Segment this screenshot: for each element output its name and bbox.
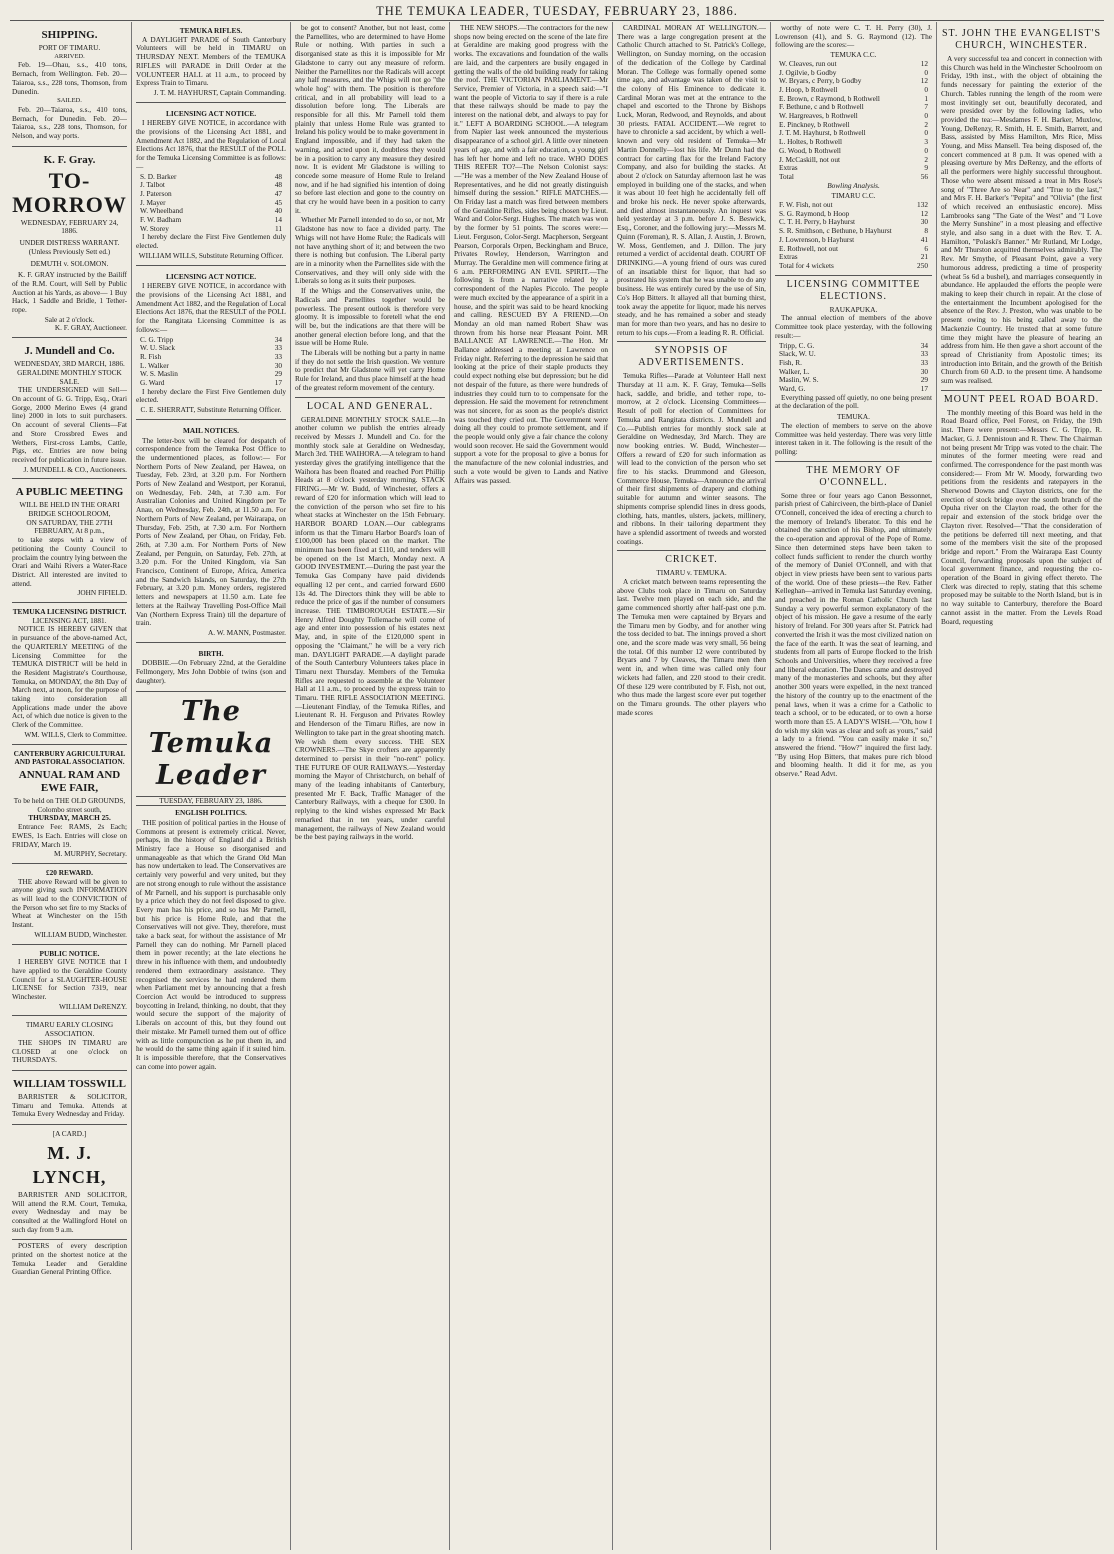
rifles-heading: TEMUKA RIFLES. [179, 26, 243, 35]
birth-text: DOBBIE.—On February 22nd, at the Geraldine Fellmongery, Mrs John Dobbie of twins (son and daughter). [136, 658, 286, 685]
ram-heading: ANNUAL RAM AND EWE FAIR, [18, 769, 121, 794]
lic1-tail: I hereby declare the First Five Gentlemen duly elected. [136, 232, 286, 251]
result-value: 29 [274, 369, 282, 379]
result-value: 3 [924, 137, 928, 147]
result-name: J. Talbot [140, 180, 165, 190]
politics-continued-2: Whether Mr Parnell intended to do so, or not, Mr Gladstone has now to face a divided party. The Whigs will not have Home Rule; the Radicals will not have anything short of it; and between the two there is nothing but confusion. The Liberal party are in a minority when the Parnellites side with the Conservatives, and they will only side with the Liberals so long as it suits their purposes. [295, 215, 445, 286]
licensing-notice-rangitata [136, 268, 286, 420]
result-name: S. R. Smithson, c Bethune, b Hayhurst [779, 226, 892, 236]
gray-auction-ad [12, 149, 127, 338]
birth-heading: BIRTH. [198, 648, 224, 658]
cricket-text: A cricket match between teams representing the above Clubs took place in Timaru on Saturday last. Twelve men played on each side, and the game commenced shortly after half-past one p.m. The Temuka men were captained by Bryars and the Timaru men by Godby, and for another wing the toss decided to bat. The innings proved a short one, and the score made was very small, 56 being the total. Of this number 12 were contributed by Bryars and 7 by Cleaves, the Timaru men then went in, and when time was called only four wickets had fallen, and 220 stood to their credit. Of these 129 were contributed by F. Fish, not out, who thus made the largest score ever put together on the Timaru grounds. The other players who made scores [617, 577, 766, 717]
result-value: 7 [924, 102, 928, 112]
column-1 [12, 24, 127, 1548]
lic2-text: I HEREBY GIVE NOTICE, in accordance with the provisions of the Licensing Act 1881, and Amendment Act 1882, and the Regulation of Local Elections Act 1876, that the RESULT of the POLL for the Rangitata Licensing Committee is as follows:— [136, 281, 286, 334]
birth-notice [136, 645, 286, 692]
result-name: W. Cleaves, run out [779, 58, 837, 68]
meeting-sub: WILL BE HELD IN THE ORARI BRIDGE SCHOOLROOM, [19, 500, 120, 519]
ram-fair-ad [12, 747, 127, 864]
tomorrow-heading: TO-MORROW [12, 167, 127, 217]
mail-heading: MAIL NOTICES. [183, 425, 239, 435]
lynch-text: BARRISTER AND SOLICITOR, Will attend the R.M. Court, Temuka, every Wednesday and may be consulted at the Wallingford Hotel on such day from 9 a.m. [12, 1189, 127, 1234]
result-value: 47 [274, 188, 282, 198]
result-value: 0 [924, 145, 928, 155]
cricket-heading: CRICKET. [617, 550, 766, 566]
result-value: 6 [924, 243, 928, 253]
lic2-signature: C. E. SHERRATT, Substitute Returning Officer. [140, 405, 282, 415]
lynch-heading: M. J. LYNCH, [32, 1142, 107, 1187]
timaru-scores [775, 201, 932, 271]
result-value: 250 [917, 260, 928, 270]
result-value: 9 [924, 163, 928, 173]
notice-heading: PUBLIC NOTICE. [39, 948, 100, 958]
result-name: E. Rothwell, not out [779, 243, 838, 253]
column-divider [612, 22, 613, 1550]
gray-heading: K. F. Gray. [43, 153, 96, 166]
column-2 [136, 24, 286, 1548]
result-name: J. Lowrenson, b Hayhurst [779, 234, 855, 244]
politics-heading: ENGLISH POLITICS. [175, 808, 247, 818]
gray-signature: K. F. GRAY, Auctioneer. [54, 323, 127, 333]
result-name: C. G. Tripp [140, 334, 174, 344]
arrived-label: ARRIVED. [54, 52, 85, 60]
raukapuka-heading: RAUKAPUKA. [829, 304, 878, 314]
result-row [775, 156, 932, 165]
shipping-heading: SHIPPING. [41, 29, 98, 41]
result-value: 17 [920, 384, 928, 394]
result-value: 33 [920, 349, 928, 359]
result-name: J. Ogilvie, b Godby [779, 67, 837, 77]
mundell-ad [12, 340, 127, 479]
rifles-text: A DAYLIGHT PARADE of South Canterbury Volunteers will be held in TIMARU on THURSDAY NEXT. Members of the TEMUKA RIFLES will PARADE in Drill Order at the VOLUNTEER HALL at 11 a.m., to proceed by Express Train to Timaru. [136, 34, 286, 88]
news-items: CARDINAL MORAN AT WELLINGTON.—There was a large congregation present at the Catholic Church attached to St. Patrick's College, Wellington, on Sunday morning, on the occasion of the dedication of the College by Cardinal Moran. The College was formally opened some time ago, and advantage was taken of the visit to the colony of His Eminence to dedicate it. Cardinal Moran was met at the entrance to the chapel and escorted to the Throne by Bishops Luck, Moran, Redwood, and Reynolds, and about 30 priests. FATAL ACCIDENT.—We regret to have to chronicle a sad accident, by which a well-known and very old resident of Temuka—Mr Martin Donnelly—lost his life. Mr Dunn had the contract for carting flax for the Ireland Factory Company, and also for building the stacks. At about 2 o'clock on Saturday afternoon last he was employed in building one of the stacks, and when it was about 10 feet high he accidentally fell off and broke his neck. He never spoke afterwards, and died almost instantaneously. An inquest was held yesterday at 3 p.m. before J. S. Beswick, Esq., Coroner, and the following jury:—Messrs M. Quinn (Foreman), R. S. Allan, J. Austin, J. Brown, W. Moss, Gentlemen, and J. Dillon. The jury returned a verdict of accidental death. COURT OF DRINKING.—A young friend of ours was cured of an insatiable thirst for liquor, that had so prostrated his system that he was unable to do any business. He was entirely cured by the use of Sin, Co's Hop Bitters. It allayed all that burning thirst, took away the appetite for liquor, made his nerves steady, and he has remained a sober and steady man for more than two years, and has no desire to return to his cups.—From a leading R. R. Official. [617, 24, 766, 337]
lic2-results [136, 336, 286, 388]
meeting-heading: A PUBLIC MEETING [15, 486, 124, 499]
sailed-label: SAILED. [57, 97, 82, 105]
result-value: 2 [924, 154, 928, 164]
raukapuka-tail: Everything passed off quietly, no one being present at the declaration of the poll. [775, 392, 932, 411]
column-divider [449, 22, 450, 1550]
lic1-results [136, 173, 286, 234]
result-value: 40 [274, 206, 282, 216]
result-name: Ward, G. [779, 384, 806, 394]
result-value: 21 [920, 252, 928, 262]
arrived-text: Feb. 19—Ohau, s.s., 410 tons, Bernach, from Wellington. Feb. 20—Taiaroa, s.s., 228 tons, Thomson, from Dunedin. [12, 60, 127, 96]
mundell-signature: J. MUNDELL & CO., Auctioneers. [23, 464, 127, 474]
local-general-heading: LOCAL AND GENERAL. [295, 397, 445, 413]
licensing-heading: TEMUKA LICENSING DISTRICT. [12, 607, 127, 617]
temuka-election-text: The election of members to serve on the above Committee was held yesterday. There was very little interest taken in it. The following is the result of the polling: [775, 420, 932, 456]
tosswill-heading: WILLIAM TOSSWILL [13, 1077, 126, 1090]
lynch-card-label: [A CARD.] [52, 1129, 87, 1139]
result-name: Extras [779, 163, 798, 173]
result-value: 12 [920, 208, 928, 218]
public-meeting-ad [12, 481, 127, 603]
result-name: E. Pinckney, b Rothwell [779, 119, 850, 129]
masthead-rule [10, 20, 1104, 21]
lic2-heading: LICENSING ACT NOTICE. [165, 271, 257, 281]
politics-text: THE position of political parties in the House of Commons at present is extremely critical. Never, perhaps, in the history of England did a British Ministry face a House so disorganised and unmanageable as that which the Grand Old Man has now undertaken to lead. The Conservatives are certainly very powerful and very united, but they are not strong enough to rule without the assistance of Mr Parnell, and his support is purchasable only by a price which they do not feel disposed to give. Every man has his price, and so has Mr Parnell, but his price is Home Rule, and that the Conservatives will not give. They, therefore, must take a back seat, for without the assistance of Mr Parnell they can do nothing. Mr Parnell placed them in power recently; at the late elections he threw in his influence with them, and undoubtedly rendered them extraordinary assistance. They recognised the services he had rendered them when Parliament met by announcing that a fresh Coercion Act would be introduced to suppress boycotting in Ireland, thinking, no doubt, that they would secure the support of the majority of Liberals on account of this, but they found out their mistake. Mr Parnell turned them out of office with as little compunction as he put them in, and he would do the same thing again if it suited him. It is impossible therefore, that the Conservatives can come into power again. [136, 817, 286, 1071]
result-name: Total [779, 171, 794, 181]
result-name: Slack, W. U. [779, 349, 816, 359]
raukapuka-results [775, 342, 932, 394]
raukapuka-text: The annual election of members of the above Committee took place yesterday, with the following result:— [775, 313, 932, 340]
timaru-cc-heading: TIMARU C.C. [831, 191, 876, 201]
tosswill-text: BARRISTER & SOLICITOR, Timaru and Temuka. Attends at Temuka Every Wednesday and Friday. [12, 1091, 127, 1119]
licensing-signature: WM. WILLS, Clerk to Committee. [24, 729, 127, 739]
result-name: G. Wood, b Rothwell [779, 145, 841, 155]
result-name: Maslin, W. S. [779, 375, 819, 385]
result-value: 0 [924, 128, 928, 138]
reward-text: THE above Reward will be given to anyone giving such INFORMATION as will lead to the CONVICTION of the Person who set fire to my Stacks of Wheat at Winchester on the 15th Instant. [12, 876, 127, 930]
licensing-elections-heading: LICENSING COMMITTEE ELECTIONS. [775, 275, 932, 303]
lic2-tail: I hereby declare the First Five Gentlemen duly elected. [136, 386, 286, 405]
column-7 [941, 24, 1102, 1548]
result-name: F. Bethune, c and b Rothwell [779, 102, 864, 112]
lynch-ad [12, 1127, 127, 1240]
oconnell-text: Some three or four years ago Canon Bessonnet, parish priest of Cahirciveen, the birth-place of Daniel O'Connell, conceived the idea of erecting a church to the memory of Ireland's liberator. To this end he obtained the sanction of his Bishop, and ultimately the co-operation and approval of the Pope of Rome. Since then determined steps have been taken to collect funds sufficient to render the church worthy of the memory of Daniel O'Connell, and with that object in view priests have been sent to various parts of the world. One of these priests—the Rev. Father Kelleghan—arrived in Temuka last Saturday evening, and preached in the Roman Catholic Church last Sunday a very powerful sermon explanatory of the object of his mission. He gave a resume of the early history of Ireland. For 300 years after St. Patrick had converted the Irish it was the most civilized nation on the face of the earth. It was the seat of learning, and students from all parts of Europe flocked to the Irish Schools and Universities, where they received a free and liberal education. The Danes came and destroyed many of the monasteries and schools, but they after another 300 years were expelled, in the next tranced the history of the country up to the enactment of the penal laws, when it was a crime for a Catholic to teach a school, or to be educated, or to own a horse worth more than £5. A LADY'S WISH.—"Oh, how I do wish my skin was as clear and soft as yours," said a lady to a friend. "You can easily make it so," answered the friend. "How?" inquired the first lady. "By using Hop Bitters, that makes pure rich blood and blooming health. It did it for me, as you observe." Read Advt. [775, 490, 932, 779]
result-name: F. W. Fish, not out [779, 200, 833, 210]
result-value: 56 [920, 171, 928, 181]
result-value: 12 [920, 58, 928, 68]
result-value: 34 [274, 334, 282, 344]
column-divider [936, 22, 937, 1550]
meeting-signature: JOHN FIFIELD. [77, 588, 127, 598]
local-general-text: GERALDINE MONTHLY STOCK SALE.—In another column we publish the entries already received by Messrs J. Mundell and Co. for the monthly stock sale at Geraldine on Wednesday, March 3rd. THE WAIHORA.—A telegram to hand yesterday gives the gratifying intelligence that the Waihora has been floated and reached Port Phillip Heads at 8 o'clock yesterday morning. STACK FIRING.—Mr W. Budd, of Winchester, offers a reward of £20 for information which will lead to the conviction of the person who set fire to his wheat stacks at Winchester on the 15th February. HARBOR BOARD LOAN.—Our cablegrams inform us that the Timaru Harbor Board's loan of £100,000 has been placed on the market. The minimum has been fixed at £110, and tenders will be opened on the 1st March, Monday next. A GOOD INVESTMENT.—During the past year the Temuka Gas Company have paid dividends equalling 12 per cent., and carried forward £600 13s 4d. The Directors think they will be able to reduce the price of gas if the number of consumers increase. THE TIMBOROUGH ESTATE.—Sir Henry Alfred Doughty Tollemache will come of age and enter into possession of his estates next May, and, in spite of the £120,000 spent in opposing the "Claimant," he will be a very rich man. DAYLIGHT PARADE.—A daylight parade of the South Canterbury Volunteers takes place in Timaru next Thursday. Members of the Temuka Rifles are requested to assemble at the Volunteer Hall at 11 a.m., to proceed by the express train to Timaru. THE RIFLE ASSOCIATION MEETING.—Lieutenant Findlay, of the Temuka Rifles, and Lieutenant R. H. Ferguson and Privates Rowley and Henderson of the Timaru Rifles, are now in Wellington to take part in the great shooting match. We wish them every success. THE SEX CROWNERS.—The Skye crofters are apparently determined to persist in their "no-rent" policy. THE FUTURE OF OUR RAILWAYS.—Yesterday morning the Mayor of Christchurch, on behalf of many of the leading inhabitants of Canterbury, presented Mr F. Back, Traffic Manager of the Canterbury Railways, with a cheque for £300. In replying to the kind wishes expressed Mr Back remarked that in ten years, under careful management, the railways of New Zealand would be the best paying railways in the world. [295, 414, 445, 842]
oconnell-heading: THE MEMORY OF O'CONNELL. [775, 461, 932, 489]
gray-sale-time: Sale at 2 o'clock. [44, 314, 95, 324]
church-heading: ST. JOHN THE EVANGELIST'S CHURCH, WINCHESTER. [941, 28, 1102, 51]
notice-text: I HEREBY GIVE NOTICE that I have applied to the Geraldine County Council for a SLAUGHTER-HOUSE LICENSE for Section 7319, near Winchester. [12, 957, 127, 1002]
tosswill-ad [12, 1073, 127, 1125]
ram-date: THURSDAY, MARCH 25. [28, 813, 111, 823]
shipping-ad [12, 24, 127, 147]
column-3 [295, 24, 445, 1548]
column-divider [290, 22, 291, 1550]
result-name: W. Wheelband [140, 206, 183, 216]
cricket-continued: worthy of note were C. T. H. Perry (30), J. Lowrenson (41), and S. G. Raymond (12). The following are the scores:— [775, 24, 932, 50]
lic1-signature: WILLIAM WILLS, Substitute Returning Officer. [138, 250, 284, 260]
reward-ad [12, 866, 127, 945]
result-name: E. Brown, c Raymond, b Rothwell [779, 93, 880, 103]
result-name: L. Walker [140, 360, 169, 370]
ram-signature: M. MURPHY, Secretary. [54, 849, 127, 859]
cricket-subheading: TIMARU v. TEMUKA. [656, 568, 727, 578]
result-name: W. Hargreaves, b Rothwell [779, 111, 858, 121]
result-name: Total for 4 wickets [779, 260, 834, 270]
result-value: 48 [274, 180, 282, 190]
result-name: W. Storey [140, 223, 169, 233]
result-name: Extras [779, 252, 798, 262]
result-value: 45 [274, 197, 282, 207]
church-text: A very successful tea and concert in connection with this Church was held in the Winchester Schoolroom on Friday, 19th inst., with the object of obtaining the funds necessary for painting the exterior of the Church. Tables running the length of the room were most invitingly set out, beautifully decorated, and were presided over by the following ladies, who provided the tea:—Mesdames F. H. Barker, Muxlow, Young, DeRenzy, R. Smith, H. E. Smith, Barrett, and Bass, assisted by Miss Hamilton, Mrs Rice, Miss Young, and Miss Mansell. Tea being disposed of, the concert commenced at 8 p.m. It was opened with a pleasing overture by Mrs DeRenzy, and the efforts of all the performers were highly successful throughout. Those who were absent missed a treat in Mrs Rose's song of "Three Are so Near" and "True to the last," and Mrs F. H. Barker's "Pepita" and "Olivia" (the first of which received an enthusiastic encore). Miss Lambrooks sang "The Gate of the West" and "I Love the Merry Sunshine" in a most pleasing and effective style, and also sang in a duet with the Rev. T. A. Hamilton, "Polaski's Banner." Mr Rutland, Mr Lodge, and Mr Thurston acquitted themselves admirably. The Rev. Mr Smythe, of Pleasant Point, gave a very humorous address, predicting a time of prosperity (wheat 5s 6d a bushel), and marriages consequently in abundance. He applauded the efforts the people were making to keep their church in repair. At the close of the entertainment the Incumbent apologised for the absence of the Rev. J. Preston, who was unable to be present owing to his being called away to the Mackenzie Country. He trusted that at some future time they might have the pleasure of hearing an address from him. He then gave a short account of the spread of Christianity from Apostolic times; its introduction into Britain, and the growth of the British Church from 60 A.D. to the present time. A handsome sum was realised. [941, 54, 1102, 386]
licensing-text: NOTICE IS HEREBY GIVEN that in pursuance of the above-named Act, the QUARTERLY MEETING of the Licensing Committee for the TEMUKA DISTRICT will be held in the Resident Magistrate's Courthouse, Temuka, on MONDAY, the 8th Day of March next, at noon, for the purpose of taking into consideration all Applications made under the above Act, of which due notice is given to the Clerk of the Committee. [12, 624, 127, 730]
result-name: J. Hoop, b Rothwell [779, 84, 838, 94]
road-board-heading: MOUNT PEEL ROAD BOARD. [941, 390, 1102, 406]
result-value: 0 [924, 67, 928, 77]
result-value: 33 [274, 351, 282, 361]
column-divider [770, 22, 771, 1550]
ram-place: Colombo street south, [37, 804, 102, 814]
result-name: G. Ward [140, 378, 165, 388]
result-value: 0 [924, 84, 928, 94]
sailed-text: Feb. 20—Taiaroa, s.s., 410 tons, Bernach, for Dunedin. Feb. 20—Taiaroa, s.s., 228 tons, Thomson, for Nelson, and way ports. [12, 104, 127, 141]
synopsis-heading: SYNOPSIS OF ADVERTISEMENTS. [617, 341, 766, 369]
local-general-continued: THE NEW SHOPS.—The contractors for the new shops now being erected on the scene of the late fire at Geraldine are making good progress with the works. The excavations and foundation of the walls are laid, and the carpenters are busily engaged in getting the walls of the old building ready for taking the roof. THE VICTORIAN PARLIAMENT.—Mr Service, Premier of Victoria, in a speech said:—"I want the people of Victoria to say if there is a rule that these railways should be made to pay the interest on the national debt, and always to pay for it." LEFT A BOARDING SCHOOL.—A telegram from Napier last week announced the mysterious disappearance of a school girl. A little over nineteen years of age, and with a fair education, a young girl has left her home and left no trace. WHO DOES THIS REFER TO?—The Nelson Colonist says:—"He was a member of the New Zealand House of Representatives, and he did not greatly distinguish himself during the session." RIFLE MATCHES.—On Friday last a match was fired between members of the Geraldine Rifles, sides being chosen by Lieut. Ward and Color-Sergt. Hughes. The match was won by the former by 51 points. The scores were:— Lieut. Ferguson, Color-Sergt. Macpherson, Sergeant Pearson, Corporals Orpen, Beckingham and Bruce, Privates Rowley, Henderson, Warrington and Murray. The Geraldine men will commence firing at 6 a.m. PERFORMING AN EVIL SPIRIT.—The following is from a narrative related by a correspondent of the Naples Piccolo. The people were much excited by the appearance of a spirit in a house, and the spirit was said to be heard knocking and calling. RESCUED BY A FRIEND.—On Monday an old man named Robert Shaw was thrown from his horse near Pleasant Point. MR BALLANCE AT LAWRENCE.—The Hon. Mr Ballance addressed a meeting at Lawrence on Friday night. Referring to the depression he said that looking at the price of their staple products they could expect nothing else but depression; but he did not despair of the future, as there were hundreds of industries they could turn to to compensate for the depression. He said the movement for retrenchment was not sincere, for as soon as the people's district was touched they cried out. The Government were doing all they could to promote settlement, and if the people would only give a fair chance the colony would soon recover. He said the Government would support a vote for the proposal to give a bonus for the manufacture of the new colonial industries, and such a vote would be given to Lands and Native Affairs was passed. [454, 24, 608, 485]
licensing-district-ad [12, 605, 127, 745]
result-value: 11 [274, 223, 282, 233]
result-value: 2 [924, 119, 928, 129]
closing-text: THE SHOPS IN TIMARU are CLOSED at one o'clock on THURSDAYS. [12, 1037, 127, 1065]
pastoral-heading: CANTERBURY AGRICULTURAL AND PASTORAL ASSOCIATION. [13, 748, 126, 767]
posters-text: POSTERS of every description printed on the shortest notice at the Temuka Leader and Geraldine Guardian General Printing Office. [12, 1241, 127, 1277]
column-4 [454, 24, 608, 1548]
result-name: F. W. Badham [140, 215, 182, 225]
result-value: 33 [274, 343, 282, 353]
reward-signature: WILLIAM BUDD, Winchester. [34, 929, 127, 939]
result-value: 1 [924, 93, 928, 103]
shipping-subheading: PORT OF TIMARU. [38, 43, 101, 52]
gray-text: K. F. GRAY instructed by the Bailiff of the R.M. Court, will Sell by Public Auction at his Yards, as above— 1 Buy Hack, 1 Saddle and Bridle, 1 Tether-rope. [12, 270, 127, 315]
column-divider [131, 22, 132, 1550]
result-row [775, 245, 932, 254]
result-value: 30 [920, 366, 928, 376]
rifles-signature: J. T. M. HAYHURST, Captain Commanding. [153, 87, 286, 97]
mail-notices [136, 422, 286, 643]
result-row [775, 164, 932, 173]
paper-title: The Temuka Leader [148, 695, 274, 791]
public-notice-ad [12, 947, 127, 1017]
case-parties: DEMUTH v. SOLOMON. [30, 258, 109, 268]
mundell-heading: J. Mundell and Co. [24, 345, 115, 358]
result-value: 8 [924, 226, 928, 236]
result-value: 14 [274, 215, 282, 225]
result-value: 41 [920, 234, 928, 244]
masthead: THE TEMUKA LEADER, TUESDAY, FEBRUARY 23, 1886. [376, 4, 738, 18]
tomorrow-date: WEDNESDAY, FEBRUARY 24, 1886. [20, 217, 119, 236]
politics-continued-3: If the Whigs and the Conservatives unite, the Radicals and Parnellites together would be powerless. The present outlook is therefore very gloomy. It is impossible to foretell what the end will be, but the indications are that there will be another general election before long, and that the issue will be Home Rule. [295, 286, 445, 348]
result-name: S. D. Barker [140, 171, 177, 181]
result-value: 17 [274, 378, 282, 388]
result-value: 12 [920, 76, 928, 86]
temuka-scores [775, 60, 932, 182]
mundell-title: GERALDINE MONTHLY STOCK SALE. [17, 367, 122, 386]
ram-sub: To be held on THE OLD GROUNDS, [13, 796, 126, 805]
result-name: C. T. H. Perry, b Hayhurst [779, 217, 856, 227]
result-name: J. McCaskill, not out [779, 154, 841, 164]
result-name: S. G. Raymond, b Hoop [779, 208, 850, 218]
result-value: 132 [917, 200, 928, 210]
result-name: L. Holtes, b Rothwell [779, 137, 843, 147]
meeting-text: to take steps with a view of petitioning the County Council to proclaim the country lying between the Orari and Waihi Rivers a Water-Race District. All interested are invited to attend. [12, 535, 127, 588]
reward-heading: £20 REWARD. [45, 867, 94, 877]
result-row [775, 262, 932, 271]
early-closing-ad [12, 1018, 127, 1071]
paper-date: TUESDAY, FEBRUARY 23, 1886. [136, 796, 286, 807]
mail-signature: A. W. MANN, Postmaster. [207, 628, 286, 637]
result-name: W. Bryars, c Perry, b Godby [779, 76, 862, 86]
result-name: Walker, L. [779, 366, 810, 376]
warrant-heading: UNDER DISTRESS WARRANT. [19, 238, 120, 248]
meeting-date: ON SATURDAY, THE 27TH FEBRUARY, At 8 p.m., [26, 517, 113, 536]
lic1-text: I HEREBY GIVE NOTICE, in accordance with the provisions of the Licensing Act 1881, and Amendment Act 1882, and the Regulation of Local Elections Act 1876, that the RESULT of the POLL for the Temuka Licensing Committee is as follows:— [136, 118, 286, 171]
result-name: J. Paterson [140, 188, 172, 198]
lic1-heading: LICENSING ACT NOTICE. [165, 108, 257, 118]
result-value: 34 [920, 340, 928, 350]
warrant-sub: (Unless Previously Sett ed.) [28, 246, 111, 256]
result-value: 29 [920, 375, 928, 385]
licensing-notice-temuka [136, 105, 286, 266]
result-value: 30 [920, 217, 928, 227]
column-5 [617, 24, 766, 1548]
result-name: Fish, R. [779, 357, 802, 367]
result-name: W. U. Slack [140, 343, 175, 353]
result-value: 30 [274, 360, 282, 370]
bowling-heading: Bowling Analysis. [827, 180, 880, 190]
synopsis-text: Temuka Rifles—Parade at Volunteer Hall next Thursday at 11 a.m. K. F. Gray, Temuka—Sells hack, saddle, and bridle, and tether rope, to-morrow, at 2 o'clock. Licensing Committees—Result of poll for election of Committees for Temuka and Rangitata districts. J. Mundell and Co.—Publish entries for monthly stock sale at Geraldine on Wednesday, 3rd March. They are now booking entries. W. Budd, Winchester—Offers a reward of £20 for such information as will lead to the conviction of the person who set fire to his stacks. Drummond and Gleeson, Commerce House, Temuka—Announce the arrival of their first shipments of drapery and clothing suitable for autumn and winter seasons. The shipments comprise splendid lines in dress goods, clothing, hats, mantles, ulsters, jackets, millinery, and ribbons. In their tailoring department they have a splendid assortment of tweeds and worsted coatings. [617, 371, 766, 546]
result-name: J. Mayer [140, 197, 166, 207]
result-value: 0 [924, 111, 928, 121]
ram-text: Entrance Fee: RAMS, 2s Each; EWES, 1s Each. Entries will close on FRIDAY, March 19. [12, 822, 127, 849]
temuka-election-heading: TEMUKA. [836, 412, 871, 422]
result-value: 33 [920, 357, 928, 367]
mundell-text: THE UNDERSIGNED will Sell—On account of G. G. Tripp, Esq., Orari Gorge, 2000 Merino Ewes (4 grand line) 2000 in lots to suit purchasers. On account of several Clients—Fat and Store Crossbred Ewes and Wethers, First-cross Lambs, Cattle, Pigs, etc. Entries are now being received for publication in future issue. [12, 385, 127, 464]
road-board-text: The monthly meeting of this Board was held in the Road Board office, Peel Forest, on Friday, the 19th inst. There were present:—Messrs C. G. Tripp, R. Macker, G. J. Dennistoun and R. Thew. The Chairman not being present Mr Tripp was voted to the chair. The minutes of the former meeting were read and confirmed. The correspondence for the past month was considered:— From Mr W. Moody, forwarding two petitions from the residents and ratepayers in the Sherwood Downs and Clayton districts, one for the erection of stock bridge over the south branch of the Opuha river on the Clayton road, the other for the repair and extension of the stock bridge over the Clayton river. Resolved—"That the consideration of the petitions be deferred till next meeting, and that some of the members visit the site of the proposed bridge and report." From the Wairarapa East County Council, forwarding proposals upon the subject of local government finance, and requesting the co-operation of the Board in giving effect thereto. The Clerk was directed to reply, stating that this scheme proposed may be suitable to the North Island, but is in no way suitable to Canterbury, therefore the Board cannot assist in the matter. From the Levels Road Board, requesting [941, 407, 1102, 626]
result-name: J. T. M. Hayhurst, b Rothwell [779, 128, 866, 138]
result-name: W. S. Maslin [140, 369, 178, 379]
closing-heading: TIMARU EARLY CLOSING ASSOCIATION. [25, 1020, 114, 1039]
rifles-ad [136, 24, 286, 103]
result-value: 48 [274, 171, 282, 181]
mail-text: The letter-box will be cleared for despatch of correspondence from the Temuka Post Office to the undermentioned places, as follow:— For Northern Ports of New Zealand, per Hawea, on Tuesday, Feb. 23rd, at 3.20 p.m. For Northern Ports of New Zealand and Westport, per Koranui, on Wednesday, Feb. 24th, at 7.30 a.m. For Australian Colonies and United Kingdom per Te Anau, on Wednesday, Feb. 24th, at 11.50 a.m. For Northern Ports of New Zealand, per Wairarapa, on Thursday, Feb. 25th, at 7.30 a.m. For Northern Ports of New Zealand, per Ohau, on Friday, Feb. 26th, at 7.30 a.m. For Northern Ports of New Zealand, per Penguin, on Saturday, Feb. 27th, at 3.20 p.m. For the United Kingdom, via San Francisco, Continent of Europe, Africa, America and the Sandwich Islands, on Saturday, the 27th February, at 3.20 p.m. Money orders, registered letters and newspapers at 11.50 a.m. Late fee letters at the Railway Travelling Post-Office Mail Van (Northern Express Train) till the departure of train. [136, 435, 286, 628]
result-name: R. Fish [140, 351, 162, 361]
politics-continued-4: The Liberals will be nothing but a party in name if they do not settle the Irish question. We venture to predict that Mr Gladstone will yet carry Home Rule for Ireland, and thus place himself at the head of the greatest reform movement of the century. [295, 348, 445, 392]
column-6 [775, 24, 932, 1548]
notice-signature: WILLIAM DeRENZY. [59, 1001, 127, 1011]
politics-continued-1: be got to consent? Another, but not least, come the Parnellites, who are determined to have Home Rule or nothing. With parties in such a disorganised state as this it is impossible for Mr Gladstone to carry out any measure of reform. Neither the Parnellites nor the Radicals will accept any half measures, and the Whigs will not go "the whole hog" with them. The position is therefore critical, and in all probability will lead to a dissolution before long. The Liberals are responsible for all this. Mr Parnell told them plainly that unless Home Rule was granted to Ireland his policy would be to make government in England impossible, and if they had taken the warning, and acted upon it, doubtless they would be in a position to carry any measure they desired now. It is evident Mr Gladstone is willing to concede some measure of Home Rule to Ireland now, and if he had signified his intention of doing so before last election and gone to the country on that cry he would have been in a position to carry it. [295, 24, 445, 215]
temuka-cc-heading: TEMUKA C.C. [830, 50, 877, 60]
licensing-act: LICENSING ACT, 1881. [32, 615, 107, 625]
result-name: Tripp, C. G. [779, 340, 815, 350]
mundell-date: WEDNESDAY, 3RD MARCH, 1886. [14, 359, 125, 369]
